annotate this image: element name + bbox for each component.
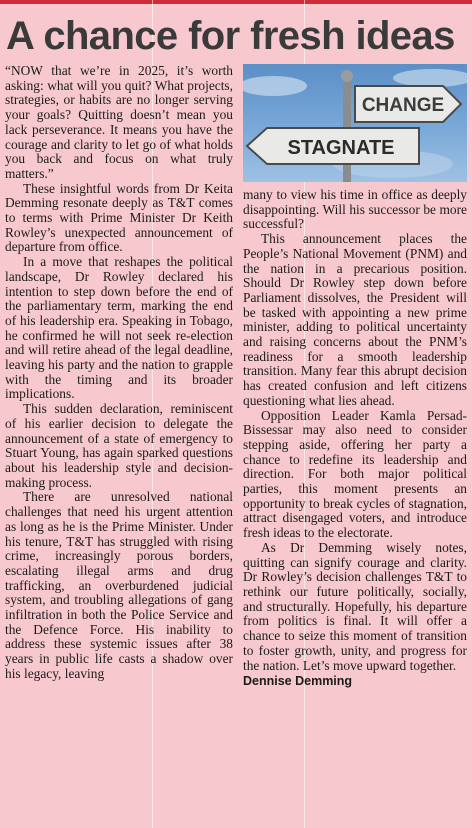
paragraph-2: These insightful words from Dr Keita Demming resonate deeply as T&T comes to terms with Prime Minister Dr Keith Rowley’s unexpected announcement of departure from office. <box>5 180 233 255</box>
article-column-left <box>5 64 233 682</box>
paragraph-8: Opposition Leader Kamla Persad-Bissessar may also need to consider stepping aside, offering her party a chance to redefine its leadership and direction. For both major political parties, this moment presents an opportunity to break cycles of stagnation, attract disengaged voters, and introduce fresh ideas to the electorate. <box>243 407 467 541</box>
road-sign-illustration <box>243 64 467 182</box>
top-rule <box>0 0 472 4</box>
paragraph-7: This announcement places the People’s National Movement (PNM) and the nation in a precarious position. Should Dr Rowley step down before Parliament dissolves, the President will be tasked with appointing a new prime minister, adding to political uncertainty and raising concerns about the PNM’s readiness for a smooth leadership transition. Many fear this abrupt decision has created confusion and left citizens questioning what lies ahead. <box>243 231 467 408</box>
pole-cap <box>341 70 353 82</box>
headline: A chance for fresh ideas <box>6 14 455 58</box>
cloud <box>393 69 467 87</box>
sign-change-label: CHANGE <box>361 95 445 116</box>
paragraph-3: In a move that reshapes the political landscape, Dr Rowley declared his intention to step down before the end of the parliamentary term, marking the end of his leadership era. Speaking in Tobago, he confirmed he will not seek re-election and will retire ahead of the legal deadline, leaving his party and the nation to grapple with the timing and its broader implications. <box>5 254 233 402</box>
paragraph-6: many to view his time in office as deeply disappointing. Will his successor be more successful? <box>243 187 467 232</box>
road-sign-image <box>243 64 467 182</box>
byline: Dennise Demming <box>243 674 353 689</box>
sign-stagnate-label: STAGNATE <box>287 137 395 159</box>
paragraph-5: There are unresolved national challenges that need his urgent attention as long as he is the Prime Minister. Under his tenure, T&T has struggled with rising crime, increasingly porous borders, escalating illegal arms and drug trafficking, an overburdened judicial system, and troubling allegations of gang infiltration in both the Police Service and the Defence Force. His inability to address these systemic issues after 38 years in public life casts a shadow over his legacy, leaving <box>5 489 233 681</box>
paragraph-4: This sudden declaration, reminiscent of his earlier decision to delegate the announcement of a state of emergency to Stuart Young, has again sparked questions about his leadership style and decision-making process. <box>5 401 233 490</box>
paragraph-9: As Dr Demming wisely notes, quitting can signify courage and clarity. Dr Rowley’s decision challenges T&T to rethink our future politically, socially, and structurally. Hopefully, his departure from politics is final. It will offer a chance to seize this moment of transition to foster growth, unity, and progress for the nation. Let’s move upward together. <box>243 539 467 673</box>
cloud <box>243 76 307 96</box>
article-column-right <box>243 188 467 689</box>
paragraph-1: “NOW that we’re in 2025, it’s worth asking: what will you quit? What projects, strategies, or habits are no longer serving your goals? Quitting doesn’t mean you lack perseverance. It means you have the courage and clarity to let go of what holds you back and focus on what truly matters.” <box>5 63 233 181</box>
